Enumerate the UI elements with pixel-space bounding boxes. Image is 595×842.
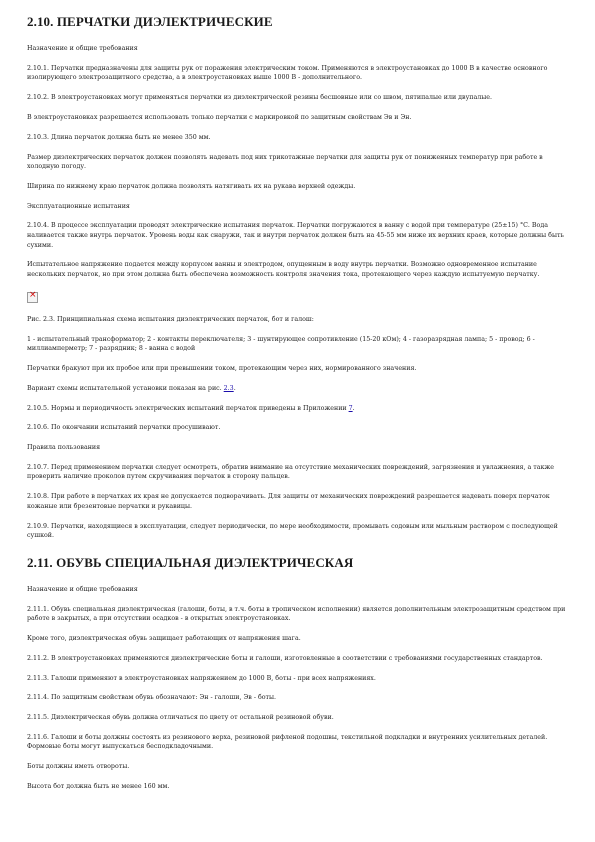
subheading-operational-tests: Эксплуатационные испытания [27,202,130,210]
paragraph: 2.11.6. Галоши и боты должны состоять из резинового верха, резиновой рифленой подошвы, текстильной подкладки и внутренних усилительных деталей. Формовые боты могут выпускаться бесподкладочными. [27,733,548,751]
figure-link[interactable]: 2.3 [223,384,234,392]
paragraph: 2.10.8. При работе в перчатках их края не допускается подворачивать. Для защиты от механических повреждений разрешается надевать поверх перчаток кожаные или брезентовые перчатки и рукавицы. [27,493,550,510]
section-heading-gloves: 2.10. ПЕРЧАТКИ ДИЭЛЕКТРИЧЕСКИЕ [27,14,273,29]
figure-legend: 1 - испытательный трансформатор; 2 - контакты переключателя; 3 - шунтирующее сопротивление (15-20 кОм); 4 - газоразрядная лампа; 5 - провод; 6 - миллиамперметр; 7 - разрядник; 8 - ванна с водой [27,335,535,353]
paragraph: 2.10.2. В электроустановках могут применяться перчатки из диэлектрической резины бесшовные или со швом, пятипалые или двупалые. [27,94,492,102]
paragraph: Размер диэлектрических перчаток должен позволять надевать под них трикотажные перчатки для защиты рук от пониженных температур при работе в холодную погоду. [27,153,543,171]
paragraph [27,404,573,414]
broken-image-icon [27,292,38,303]
paragraph: 2.11.1. Обувь специальная диэлектрическая (галоши, боты, в т.ч. боты в тропическом исполнении) является дополнительным электрозащитным средством при работе в закрытых, а при отсутствии осадков - в открытых электроустановках. [27,605,566,623]
paragraph: Перчатки бракуют при их пробое или при превышении током, протекающим через них, нормированного значения. [27,364,417,372]
paragraph: Кроме того, диэлектрическая обувь защищает работающих от напряжения шага. [27,634,301,642]
paragraph: 2.10.9. Перчатки, находящиеся в эксплуатации, следует периодически, по мере необходимости, промывать содовым или мыльным раствором с последующей сушкой. [27,522,558,540]
paragraph: Боты должны иметь отвороты. [27,763,130,771]
figure-caption: Рис. 2.3. Принципиальная схема испытания диэлектрических перчаток, бот и галош: [27,315,314,323]
subheading-purpose: Назначение и общие требования [27,585,138,593]
paragraph: Высота бот должна быть не менее 160 мм. [27,783,170,790]
paragraph: 2.10.6. По окончании испытаний перчатки просушивают. [27,424,221,432]
text: 2.10.5. Нормы и периодичность электрических испытаний перчаток приведены в Приложении [27,404,349,412]
paragraph: 2.11.5. Диэлектрическая обувь должна отличаться по цвету от остальной резиновой обуви. [27,714,334,722]
paragraph [27,384,573,394]
paragraph: 2.10.3. Длина перчаток должна быть не менее 350 мм. [27,133,211,141]
paragraph: 2.11.3. Галоши применяют в электроустановках напряжением до 1000 В, боты - при всех напряжениях. [27,674,376,682]
paragraph: 2.10.4. В процессе эксплуатации проводят электрические испытания перчаток. Перчатки погружаются в ванну с водой при температуре (25±15) °С. Вода наливается также внутрь перчаток. Уровень воды как снаружи, так и внутри перчаток должен быть на 45-55 мм ниже их верхних краев, которые должны быть сухими. [27,222,564,249]
paragraph: 2.10.1. Перчатки предназначены для защиты рук от поражения электрическим током. Применяются в электроустановках до 1000 В в качестве основного изолирующего электрозащитного средства, а в электроустановках выше 1000 В - дополнительного. [27,64,548,82]
subheading-usage-rules: Правила пользования [27,444,101,452]
appendix-link[interactable]: 7 [348,404,353,412]
text: . [233,384,236,392]
paragraph: 2.11.4. По защитным свойствам обувь обозначают: Эн - галоши, Эв - боты. [27,694,277,702]
paragraph: В электроустановках разрешается использовать только перчатки с маркировкой по защитным свойствам Эв и Эн. [27,113,412,121]
document-page [27,14,573,802]
paragraph: 2.10.7. Перед применением перчатки следует осмотреть, обратив внимание на отсутствие механических повреждений, загрязнения и увлажнения, а также проверить наличие проколов путем скручивания перчаток в сторону пальцев. [27,463,554,481]
subheading-purpose: Назначение и общие требования [27,45,138,52]
text: . [352,404,355,412]
paragraph: 2.11.2. В электроустановках применяются диэлектрические боты и галоши, изготовленные в соответствии с требованиями государственных стандартов. [27,654,543,662]
text: Вариант схемы испытательной установки показан на рис. [27,384,224,392]
section-heading-footwear: 2.11. ОБУВЬ СПЕЦИАЛЬНАЯ ДИЭЛЕКТРИЧЕСКАЯ [27,554,354,570]
paragraph: Ширина по нижнему краю перчаток должна позволять натягивать их на рукава верхней одежды. [27,182,356,190]
paragraph: Испытательное напряжение подается между корпусом ванны и электродом, опущенным в воду внутрь перчатки. Возможно одновременное испытание нескольких перчаток, но при этом должна быть обеспечена возможность контроля значения тока, протекающего через каждую испытуемую перчатку. [27,261,540,278]
